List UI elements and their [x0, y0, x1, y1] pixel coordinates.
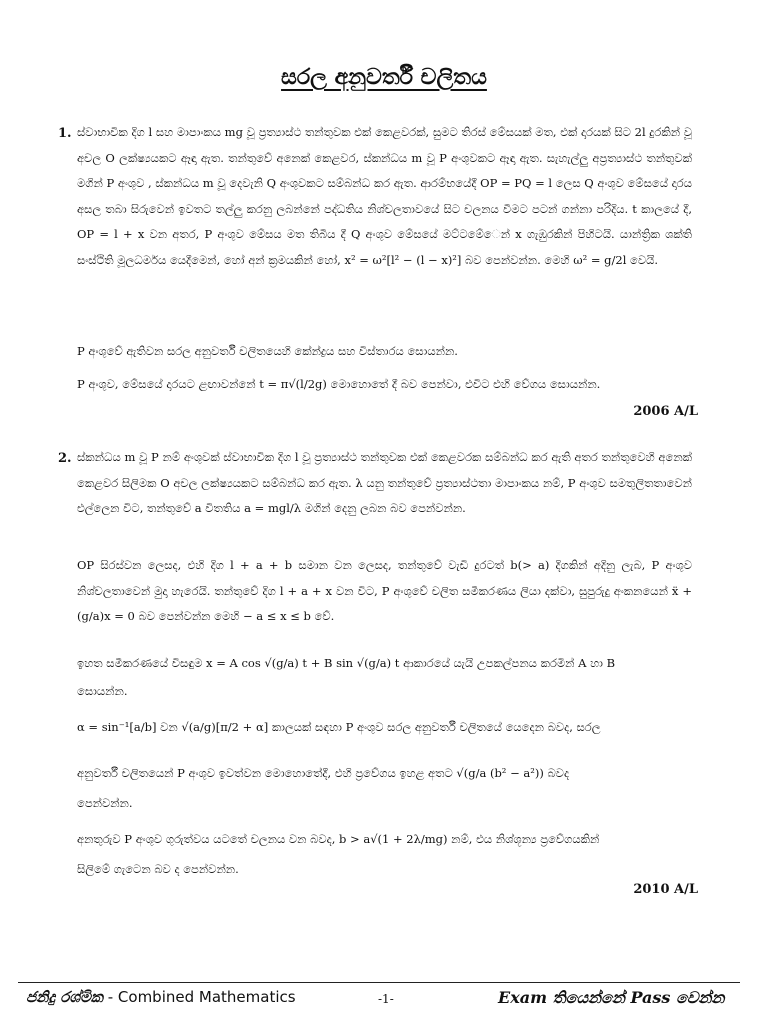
page-title: සරල අනුවර්තී චලිතය — [281, 64, 487, 90]
footer-page-number: -1- — [378, 992, 394, 1006]
question-2-line-alpha-3: පෙන්වන්න. — [77, 796, 133, 810]
question-2-year: 2010 A/L — [633, 882, 698, 897]
footer-author — [26, 988, 296, 1006]
footer-slogan: Exam තියෙන්නේ Pass වෙන්න — [498, 988, 725, 1007]
question-2-line-alpha: α = sin⁻¹[a/b] වන √(a/g)[π/2 + α] කාලයක් සඳහා P අංශුව සරල අනුවර්තී චලිතයේ යෙදෙන බවද, සරල — [77, 720, 601, 734]
footer-divider — [18, 982, 740, 983]
question-2-text: ස්කන්ධය m වූ P නම් අංශුවක් ස්වාභාවික දිග l වූ ප්‍රත්‍යාස්ථ තන්තුවක එක් කෙළවරක සම්බන්ධ කර ඇති අතර තන්තුවෙහි අනෙක් කෙළවර සිලිමක O අචල ලක්ෂ්‍යයකට සම්බන්ධ කර ඇත. λ යනු තන්තුවේ ප්‍රත්‍යාස්ථතා මාපාංකය නම්, P අංශුව සමතුලිතතාවෙන් එල්ලෙන විට, තන්තුවේ a විතතිය a = mgl/λ මගින් දෙනු ලබන බව පෙන්වන්න. — [77, 450, 692, 515]
question-2-paragraph-2 — [77, 553, 692, 633]
question-2-line-alpha-2: අනුවර්තී චලිතයෙන් P අංශුව ඉවත්වන මොහොතේදී, එහි ප්‍රවේගය ඉහළ අතට √(g/a (b² − a²)) බවද — [77, 766, 570, 780]
question-1-year: 2006 A/L — [633, 404, 698, 419]
question-2-line-solution-2: සොයන්න. — [77, 684, 128, 698]
question-2-number: 2. — [58, 451, 72, 466]
question-2-line-solution: ඉහත සමීකරණයේ විසඳුම x = A cos √(g/a) t + B sin √(g/a) t ආකාරයේ යැයි උපකල්පනය කරමින් A හා B — [77, 656, 616, 670]
question-1-line-centre: P අංශුවේ ඇතිවන සරල අනුවර්තී චලිතයෙහි කේන්ද්‍රය සහ විස්තාරය සොයන්න. — [77, 344, 458, 358]
question-1-text: ස්වාභාවික දිග l සහ මාපාංකය mg වූ ප්‍රත්‍යාස්ථ තන්තුවක එක් කෙළවරක්, සුමට තිරස් මේසයක් මත, එක් දාරයක් සිට 2l දුරකින් වූ අචල O ලක්ෂ්‍යයකට ඈඳා ඇත. තන්තුවේ අනෙක් කෙළවර, ස්කන්ධය m වූ P අංශුවකට ඈඳා ඇත. සැහැල්ලු අප්‍රත්‍යාස්ථ තන්තුවක් මගින් P අංශුව , ස්කන්ධය m වූ දෙවැනි Q අංශුවකට සම්බන්ධ කර ඇත. ආරම්භයේදී OP = PQ = l ලෙස Q අංශුව මේසයේ දාරය අසල තබා සිරුවෙන් ඉවතට තල්ලු කරනු ලබන්නේ පද්ධතිය නිශ්චලතාවයේ සිට චලනය වීමට පටන් ගන්නා පරිදිය. t කාලයේ දී, OP = l + x වන අතර, P අංශුව මේසය මත තිබීය දී Q අංශුව මේසයේ මට්ටමේ‍ෙන් x ගැඹුරකින් පිහිටයි. යාන්ත්‍රික ශක්ති සංස්ථිති මූලධර්මය යෙදීමෙන්, හෝ අන් ක්‍රමයකින් හෝ, x² = ω²[l² − (l − x)²] බව පෙන්වන්න. මෙහි ω² = g/2l වෙයි. — [77, 125, 692, 267]
question-2-line-last-2: සිලිමේ ගැටෙන බව ද පෙන්වන්න. — [77, 862, 239, 876]
question-1-number: 1. — [58, 126, 72, 141]
question-2-text-2: OP සිරස්වන ලෙසද, එහි දිග l + a + b සමාන වන ලෙසද, තන්තුවේ වැඩි දුරටත් b(> a) දිගකින් අදිනු ලැබ, P අංශුව නිශ්චලතාවෙන් මුදා හැරෙයි. තන්තුවේ දිග l + a + x වන විට, P අංශුවේ චලිත සමීකරණය ලියා දක්වා, සුපුරුදු අංකනයෙන් ẍ + (g/a)x = 0 බව පෙන්වන්න මෙහි − a ≤ x ≤ b වේ. — [77, 558, 692, 623]
question-1-line-time: P අංශුව, මේසයේ දාරයට ළඟාවන්නේ t = π√(l/2g) මොහොතේ දී බව පෙන්වා, එවිට එහි වේගය සොයන්න. — [77, 377, 601, 391]
footer-subject: - Combined Mathematics — [102, 988, 296, 1006]
footer-author-name: ජනිදු රශ්මික — [26, 988, 103, 1006]
question-2-line-last: අනතුරුව P අංශුව ගුරුත්වය යටතේ චලනය වන බවද, b > a√(1 + 2λ/mg) නම්, එය නිශ්ශූන්‍ය ප්‍රවේගයකින් — [77, 832, 600, 846]
question-2-paragraph — [77, 445, 692, 553]
question-1-paragraph — [77, 120, 692, 332]
